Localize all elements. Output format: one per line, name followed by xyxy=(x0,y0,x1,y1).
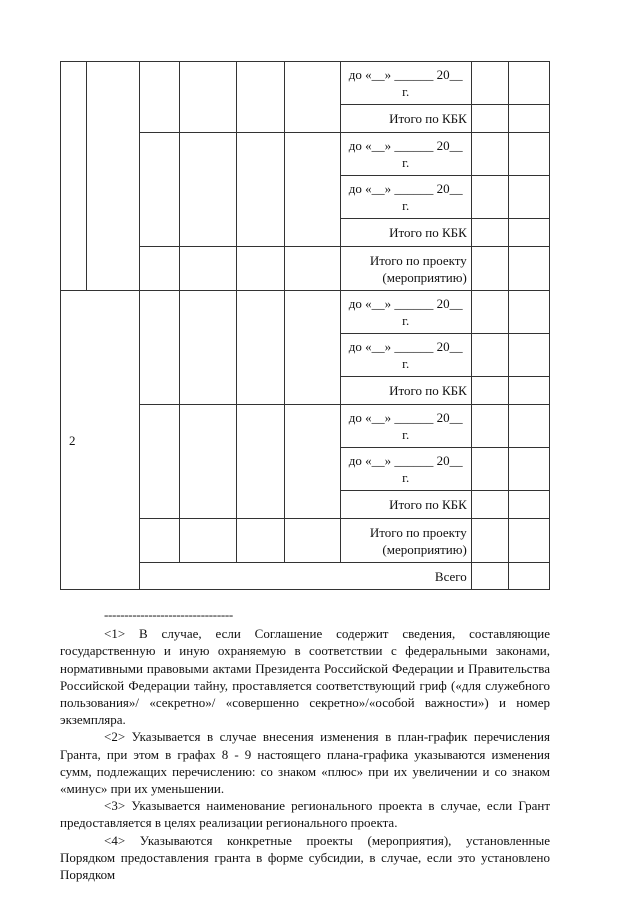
table-cell xyxy=(140,405,180,519)
table-cell xyxy=(237,291,285,405)
total-kbk-label: Итого по КБК xyxy=(389,497,467,512)
payment-date-text: до «__» ______ 20__ xyxy=(348,138,463,153)
payment-date-cell xyxy=(340,133,471,176)
total-kbk-label: Итого по КБК xyxy=(389,383,467,398)
amount-cell xyxy=(471,291,508,334)
total-project-sublabel: (мероприятию) xyxy=(382,541,467,557)
footnote-2: <2> Указывается в случае внесения изменения в план-график перечисления Гранта, при этом в графах 8 - 9 настоящего плана-графика указываются изменения сумм, подлежащих перечислению: со знаком «плюс» при их увеличении и со знаком «минус» при их уменьшении. xyxy=(60,729,550,797)
amount-cell xyxy=(508,219,549,247)
grand-total-label: Всего xyxy=(434,568,467,584)
payment-date-text: до «__» ______ 20__ xyxy=(348,410,463,425)
table-cell xyxy=(237,133,285,247)
total-project-cell xyxy=(340,247,471,291)
payment-date-text: до «__» ______ 20__ xyxy=(348,339,463,354)
total-project-cell xyxy=(340,519,471,563)
table-cell xyxy=(180,133,237,247)
amount-cell xyxy=(471,519,508,563)
amount-cell xyxy=(508,247,549,291)
amount-cell xyxy=(508,377,549,405)
amount-cell xyxy=(508,334,549,377)
amount-cell xyxy=(508,448,549,491)
amount-cell xyxy=(508,62,549,105)
amount-cell xyxy=(471,491,508,519)
table-cell xyxy=(140,291,180,405)
table-cell xyxy=(180,62,237,133)
table-cell xyxy=(237,405,285,519)
table-cell xyxy=(237,247,285,291)
footnote-1: <1> В случае, если Соглашение содержит сведения, составляющие государственную и иную охраняемую в соответствии с федеральными законами, нормативными правовыми актами Президента Российской Федерации и Правительства Российской Федерации тайну, проставляется соответствующий гриф («для служебного пользования»/ «секретно»/ «совершенно секретно»/«особой важности») и номер экземпляра. xyxy=(60,626,550,728)
row-number-cell xyxy=(61,291,140,590)
table-cell xyxy=(285,62,340,133)
amount-cell xyxy=(471,62,508,105)
payment-date-text: до «__» ______ 20__ xyxy=(348,453,463,468)
payment-date-year-suffix: г. xyxy=(402,84,410,99)
total-kbk-label: Итого по КБК xyxy=(389,111,467,126)
amount-cell xyxy=(471,133,508,176)
table-cell xyxy=(87,62,140,291)
amount-cell xyxy=(508,176,549,219)
footnote-4: <4> Указываются конкретные проекты (мероприятия), установленные Порядком предоставления гранта в форме субсидии, в случае, если это установлено Порядком xyxy=(60,832,550,883)
table-cell xyxy=(285,405,340,519)
table-cell xyxy=(61,62,87,291)
payment-date-cell xyxy=(340,448,471,491)
total-project-label: Итого по проекту xyxy=(369,252,467,268)
amount-cell xyxy=(508,491,549,519)
footnote-3: <3> Указывается наименование регионального проекта в случае, если Грант предоставляется в целях реализации регионального проекта. xyxy=(60,798,550,831)
amount-cell xyxy=(508,519,549,563)
total-project-sublabel: (мероприятию) xyxy=(382,269,467,285)
table-cell xyxy=(140,133,180,247)
row-number: 2 xyxy=(69,432,76,448)
table-row xyxy=(61,291,550,334)
payment-date-cell xyxy=(340,405,471,448)
amount-cell xyxy=(471,219,508,247)
footnotes xyxy=(60,606,550,883)
table-cell xyxy=(285,247,340,291)
payment-schedule-table-group-2 xyxy=(60,290,550,590)
table-cell xyxy=(140,62,180,133)
footnote-separator: -------------------------------- xyxy=(104,607,233,622)
payment-date-year-suffix: г. xyxy=(402,356,410,371)
amount-cell xyxy=(508,105,549,133)
table-row xyxy=(61,62,550,105)
amount-cell xyxy=(508,405,549,448)
table-cell xyxy=(285,519,340,563)
amount-cell xyxy=(471,377,508,405)
table-cell xyxy=(180,405,237,519)
total-kbk-label: Итого по КБК xyxy=(389,225,467,240)
total-kbk-cell xyxy=(340,219,471,247)
grand-total-cell xyxy=(140,563,472,590)
amount-cell xyxy=(508,133,549,176)
amount-cell xyxy=(471,105,508,133)
amount-cell xyxy=(471,247,508,291)
amount-cell xyxy=(508,563,549,590)
amount-cell xyxy=(508,291,549,334)
table-cell xyxy=(140,247,180,291)
total-kbk-cell xyxy=(340,105,471,133)
total-project-label: Итого по проекту xyxy=(369,524,467,540)
table-cell xyxy=(285,133,340,247)
payment-date-cell xyxy=(340,62,471,105)
total-kbk-cell xyxy=(340,377,471,405)
amount-cell xyxy=(471,405,508,448)
payment-date-year-suffix: г. xyxy=(402,313,410,328)
payment-date-text: до «__» ______ 20__ xyxy=(348,67,463,82)
amount-cell xyxy=(471,563,508,590)
table-cell xyxy=(285,291,340,405)
amount-cell xyxy=(471,448,508,491)
total-kbk-cell xyxy=(340,491,471,519)
table-cell xyxy=(237,519,285,563)
payment-date-year-suffix: г. xyxy=(402,155,410,170)
payment-date-cell xyxy=(340,291,471,334)
table-cell xyxy=(180,291,237,405)
amount-cell xyxy=(471,176,508,219)
payment-date-cell xyxy=(340,176,471,219)
payment-date-year-suffix: г. xyxy=(402,470,410,485)
payment-date-year-suffix: г. xyxy=(402,427,410,442)
payment-date-cell xyxy=(340,334,471,377)
payment-date-year-suffix: г. xyxy=(402,198,410,213)
table-cell xyxy=(180,519,237,563)
amount-cell xyxy=(471,334,508,377)
payment-date-text: до «__» ______ 20__ xyxy=(348,296,463,311)
table-cell xyxy=(140,519,180,563)
table-cell xyxy=(237,62,285,133)
table-cell xyxy=(180,247,237,291)
payment-schedule-table xyxy=(60,61,550,291)
payment-date-text: до «__» ______ 20__ xyxy=(348,181,463,196)
